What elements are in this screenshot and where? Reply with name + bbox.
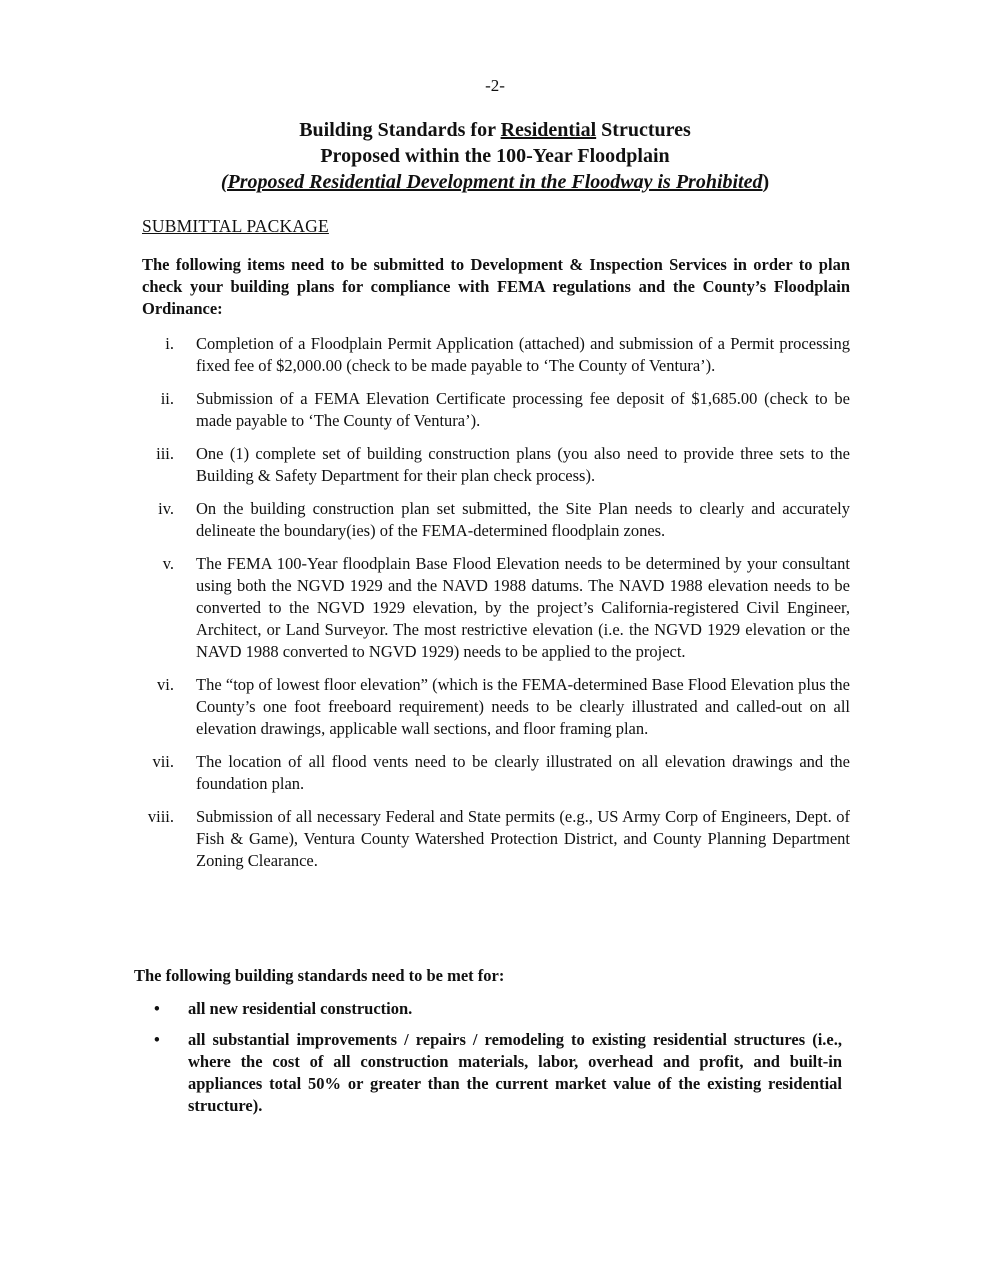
submittal-items-list	[130, 333, 850, 883]
title-line-3-text: Proposed Residential Development in the Floodway is Prohibited	[227, 171, 763, 193]
title-underlined-word: Residential	[500, 119, 597, 141]
list-item	[130, 751, 850, 795]
item-number: iii.	[156, 444, 174, 463]
item-text: One (1) complete set of building construction plans (you also need to provide three sets to the Building & Safety Department for their plan check process).	[196, 444, 850, 485]
title-line-3-close: )	[762, 171, 770, 193]
title-line-1-prefix: Building Standards for	[299, 119, 501, 141]
list-item	[130, 498, 850, 542]
list-item	[130, 553, 850, 663]
bullet-item	[150, 1029, 842, 1117]
item-number: iv.	[158, 499, 174, 518]
title-line-3	[0, 169, 990, 195]
list-item	[130, 333, 850, 377]
page-number: -2-	[485, 76, 505, 95]
title-line-1-suffix: Structures	[596, 119, 691, 141]
bullet-icon: •	[154, 999, 160, 1018]
submittal-intro: The following items need to be submitted to Development & Inspection Services in order to plan check your building plans for compliance with FEMA regulations and the County’s Floodplain Ordinance:	[142, 255, 850, 318]
bullet-icon: •	[154, 1030, 160, 1049]
item-number: ii.	[160, 389, 174, 408]
bullet-item	[150, 998, 842, 1020]
title-line-3-open: (	[220, 171, 228, 193]
item-text: On the building construction plan set submitted, the Site Plan needs to clearly and accurately delineate the boundary(ies) of the FEMA-determined floodplain zones.	[196, 499, 850, 540]
bullet-text: all substantial improvements / repairs / remodeling to existing residential structures (i.e., where the cost of all construction materials, labor, overhead and profit, and built-in appliances total 50% or greater than the current market value of the existing residential structure).	[188, 1030, 842, 1115]
item-number: viii.	[147, 807, 174, 826]
item-text: The location of all flood vents need to be clearly illustrated on all elevation drawings and the foundation plan.	[196, 752, 850, 793]
document-title	[0, 117, 990, 195]
title-line-1	[0, 117, 990, 143]
item-text: Submission of a FEMA Elevation Certificate processing fee deposit of $1,685.00 (check to be made payable to ‘The County of Ventura’).	[196, 389, 850, 430]
standards-bullet-list	[150, 998, 842, 1126]
submittal-package-heading: SUBMITTAL PACKAGE	[142, 216, 329, 236]
bullet-text: all new residential construction.	[188, 999, 413, 1018]
item-number: vi.	[157, 675, 174, 694]
item-text: The FEMA 100-Year floodplain Base Flood Elevation needs to be determined by your consultant using both the NGVD 1929 and the NAVD 1988 datums. The NAVD 1988 elevation needs to be converted to the NGVD 1929 elevation, by the project’s California-registered Civil Engineer, Architect, or Land Surveyor. The most restrictive elevation (i.e. the NGVD 1929 elevation or the NAVD 1988 converted to NGVD 1929) needs to be applied to the project.	[196, 554, 850, 661]
item-number: v.	[162, 554, 174, 573]
item-number: vii.	[152, 752, 174, 771]
item-text: Submission of all necessary Federal and State permits (e.g., US Army Corp of Engineers, Dept. of Fish & Game), Ventura County Watershed Protection District, and County Planning Department Zoning Clearance.	[196, 807, 850, 870]
item-number: i.	[165, 334, 174, 353]
item-text: Completion of a Floodplain Permit Application (attached) and submission of a Permit processing fixed fee of $2,000.00 (check to be made payable to ‘The County of Ventura’).	[196, 334, 850, 375]
list-item	[130, 443, 850, 487]
item-text: The “top of lowest floor elevation” (which is the FEMA-determined Base Flood Elevation plus the County’s one foot freeboard requirement) needs to be clearly illustrated and called-out on all elevation drawings, applicable wall sections, and floor framing plan.	[196, 675, 850, 738]
list-item	[130, 806, 850, 872]
building-standards-heading: The following building standards need to be met for:	[134, 966, 505, 985]
title-line-2: Proposed within the 100-Year Floodplain	[320, 145, 670, 167]
list-item	[130, 674, 850, 740]
list-item	[130, 388, 850, 432]
